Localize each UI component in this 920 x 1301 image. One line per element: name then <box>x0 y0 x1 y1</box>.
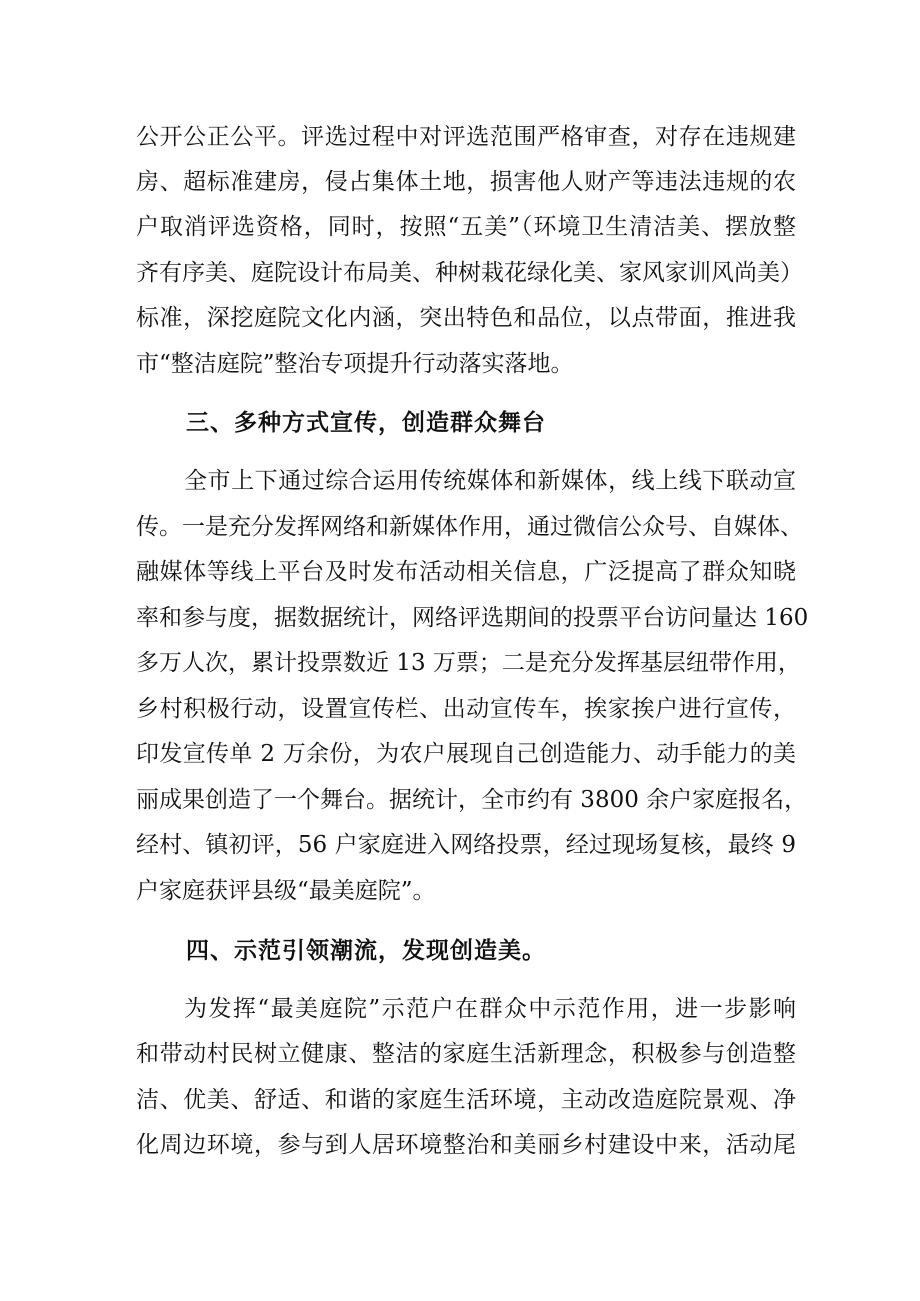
paragraph-2-line-9: 经村、镇初评，56 户家庭进入网络投票，经过现场复核，最终 9 <box>136 832 796 858</box>
paragraph-2-line-3: 融媒体等线上平台及时发布活动相关信息，广泛提高了群众知晓 <box>136 559 796 585</box>
paragraph-2-line-10: 户家庭获评县级“最美庭院”。 <box>136 878 436 904</box>
paragraph-1-line-6: 市“整洁庭院”整治专项提升行动落实落地。 <box>136 351 574 377</box>
paragraph-2-line-6: 乡村积极行动，设置宣传栏、出动宣传车，挨家挨户进行宣传， <box>136 696 796 722</box>
paragraph-3-line-1: 为发挥“最美庭院”示范户在群众中示范作用，进一步影响 <box>184 996 796 1022</box>
section-heading-4: 四、示范引领潮流，发现创造美。 <box>186 937 546 964</box>
section-heading-3: 三、多种方式宣传，创造群众舞台 <box>186 409 546 436</box>
paragraph-2-line-2: 传。一是充分发挥网络和新媒体作用，通过微信公众号、自媒体、 <box>136 514 803 540</box>
paragraph-2-line-1: 全市上下通过综合运用传统媒体和新媒体，线上线下联动宣 <box>184 468 796 494</box>
paragraph-2-line-8: 丽成果创造了一个舞台。据统计，全市约有 3800 余户家庭报名， <box>136 787 808 813</box>
paragraph-1-line-2: 房、超标准建房，侵占集体土地，损害他人财产等违法违规的农 <box>136 169 796 195</box>
paragraph-3-line-2: 和带动村民树立健康、整洁的家庭生活新理念，积极参与创造整 <box>136 1041 796 1067</box>
paragraph-2-line-7: 印发宣传单 2 万余份，为农户展现自己创造能力、动手能力的美 <box>136 741 796 767</box>
paragraph-2-line-5: 多万人次，累计投票数近 13 万票；二是充分发挥基层纽带作用， <box>136 650 801 676</box>
paragraph-1-line-1: 公开公正公平。评选过程中对评选范围严格审查，对存在违规建 <box>136 124 796 150</box>
paragraph-2-line-4: 率和参与度，据数据统计，网络评选期间的投票平台访问量达 160 <box>136 605 809 631</box>
paragraph-1-line-4: 齐有序美、庭院设计布局美、种树栽花绿化美、家风家训风尚美） <box>136 260 803 286</box>
paragraph-3-line-4: 化周边环境，参与到人居环境整治和美丽乡村建设中来，活动尾 <box>136 1132 796 1158</box>
paragraph-3-line-3: 洁、优美、舒适、和谐的家庭生活环境，主动改造庭院景观、净 <box>136 1087 796 1113</box>
paragraph-1-line-5: 标准，深挖庭院文化内涵，突出特色和品位，以点带面，推进我 <box>136 305 796 331</box>
paragraph-1-line-3: 户取消评选资格，同时，按照“五美”（环境卫生清洁美、摆放整 <box>136 214 796 240</box>
